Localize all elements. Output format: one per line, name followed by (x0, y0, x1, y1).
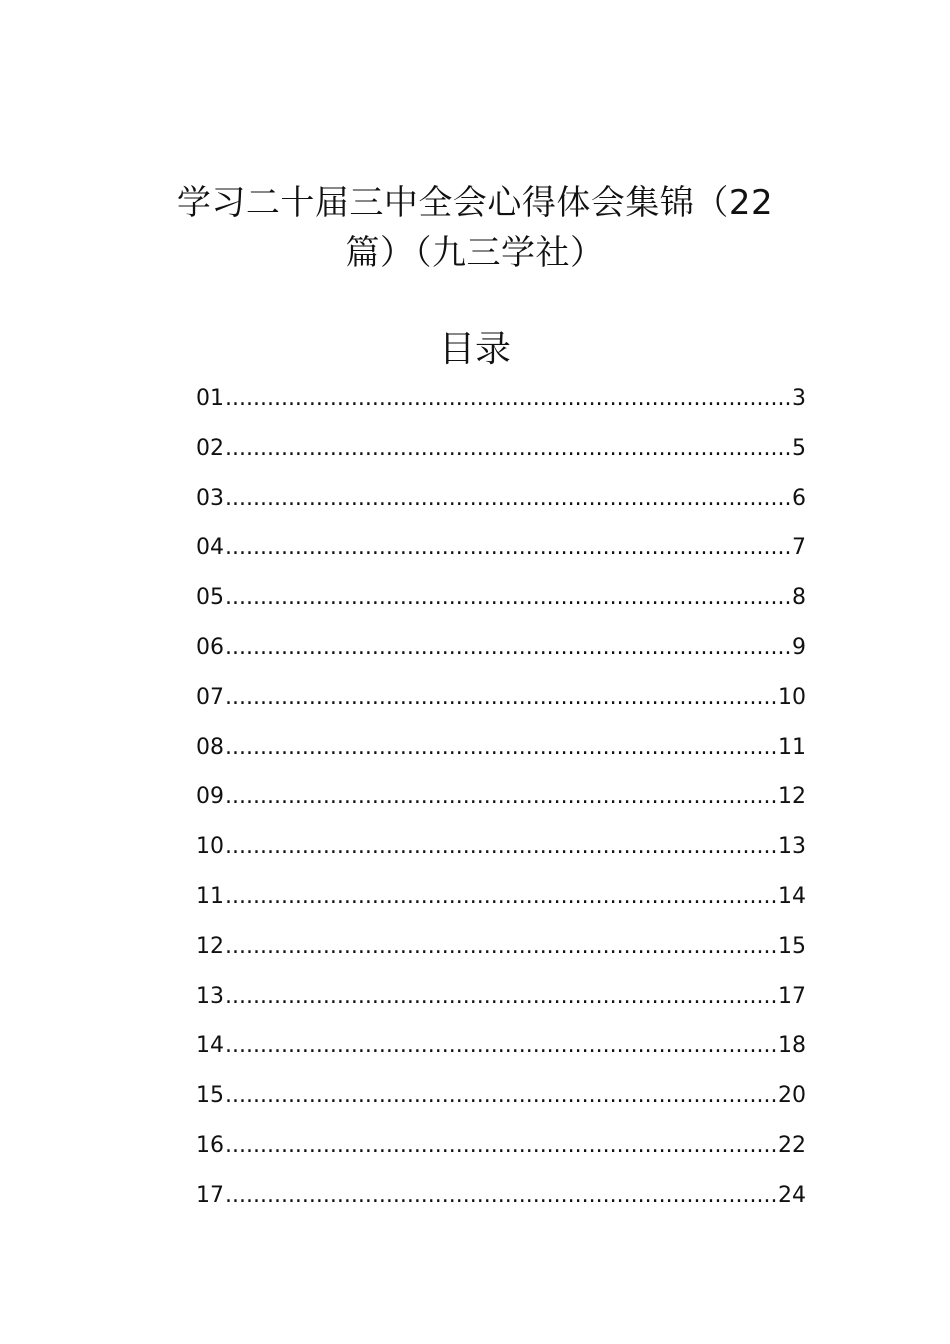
dot-leader (225, 1171, 777, 1221)
toc-entry-page: 22 (778, 1132, 806, 1158)
toc-entry[interactable] (196, 1121, 806, 1171)
toc-entry-label: 12 (196, 933, 224, 959)
document-title: 学习二十届三中全会心得体会集锦（22篇）（九三学社） (176, 183, 774, 273)
toc-entry[interactable] (196, 872, 806, 922)
dot-leader (225, 1071, 777, 1121)
toc-entry-page: 3 (792, 386, 806, 411)
toc-entry[interactable] (196, 573, 806, 623)
dot-leader (225, 972, 777, 1022)
toc-entry-page: 18 (778, 1033, 806, 1059)
dot-leader (225, 573, 791, 623)
dot-leader (225, 623, 791, 673)
dot-leader (225, 374, 791, 424)
toc-entry[interactable] (196, 623, 806, 673)
toc-entry-label: 15 (196, 1083, 224, 1109)
toc-entry[interactable] (196, 972, 806, 1022)
toc-entry[interactable] (196, 523, 806, 573)
toc-entry-label: 06 (196, 634, 224, 660)
dot-leader (225, 1021, 777, 1071)
dot-leader (225, 673, 777, 723)
toc-entry-page: 24 (778, 1182, 806, 1208)
toc-entry[interactable] (196, 922, 806, 972)
toc-entry-label: 03 (196, 485, 224, 511)
dot-leader (225, 772, 777, 822)
toc-entry-label: 17 (196, 1182, 224, 1208)
toc-entry[interactable] (196, 474, 806, 524)
dot-leader (225, 822, 777, 872)
toc-entry-page: 9 (792, 634, 806, 660)
toc-entry-page: 10 (778, 684, 806, 710)
toc-entry-page: 8 (792, 585, 806, 611)
toc-entry-label: 04 (196, 535, 224, 561)
toc-entry-page: 5 (792, 435, 806, 461)
toc-entry[interactable] (196, 1171, 806, 1221)
toc-entry-label: 05 (196, 585, 224, 611)
toc-entry-label: 01 (196, 386, 224, 411)
toc-entry-page: 12 (778, 784, 806, 810)
toc-entry[interactable] (196, 424, 806, 474)
toc-entry-label: 11 (196, 883, 224, 909)
toc-entry[interactable] (196, 673, 806, 723)
toc-entry-page: 13 (778, 834, 806, 860)
toc-entry-label: 14 (196, 1033, 224, 1059)
toc-entry-label: 02 (196, 435, 224, 461)
toc-entry-page: 6 (792, 485, 806, 511)
toc-heading: 目录 (438, 329, 511, 370)
dot-leader (225, 424, 791, 474)
table-of-contents (196, 374, 806, 1221)
toc-entry-label: 16 (196, 1132, 224, 1158)
toc-entry[interactable] (196, 723, 806, 773)
toc-entry-label: 09 (196, 784, 224, 810)
toc-entry-page: 7 (792, 535, 806, 561)
toc-entry[interactable] (196, 1021, 806, 1071)
toc-entry-label: 07 (196, 684, 224, 710)
dot-leader (225, 723, 777, 773)
toc-entry[interactable] (196, 1071, 806, 1121)
toc-entry-label: 08 (196, 734, 224, 760)
dot-leader (225, 474, 791, 524)
toc-entry-page: 17 (778, 983, 806, 1009)
toc-entry-label: 10 (196, 834, 224, 860)
dot-leader (225, 922, 777, 972)
toc-entry-page: 14 (778, 883, 806, 909)
toc-entry[interactable] (196, 374, 806, 424)
dot-leader (225, 523, 791, 573)
dot-leader (225, 1121, 777, 1171)
toc-entry-page: 20 (778, 1083, 806, 1109)
toc-entry-page: 15 (778, 933, 806, 959)
dot-leader (225, 872, 777, 922)
toc-entry-page: 11 (778, 734, 806, 760)
toc-entry[interactable] (196, 822, 806, 872)
toc-entry[interactable] (196, 772, 806, 822)
toc-entry-label: 13 (196, 983, 224, 1009)
